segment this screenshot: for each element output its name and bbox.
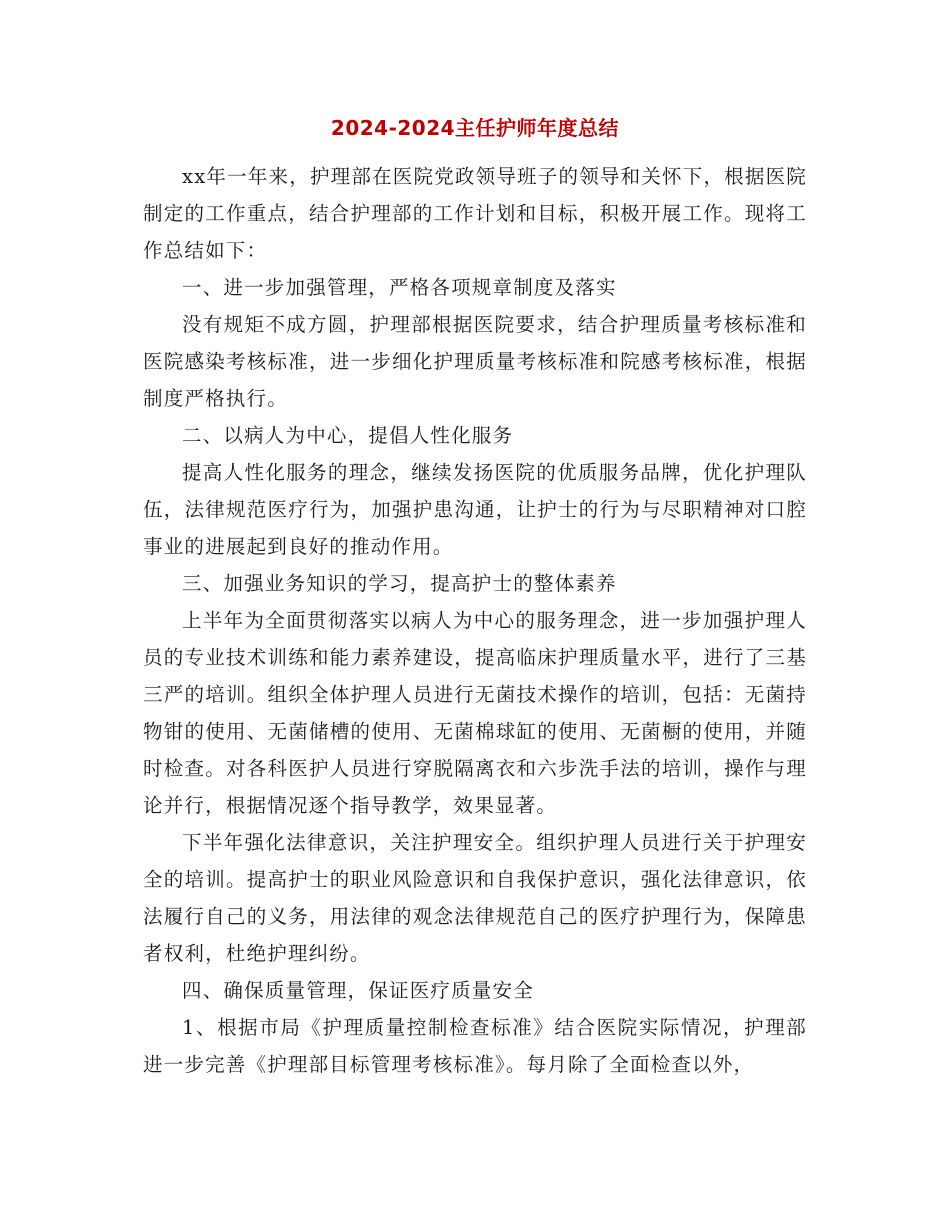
section-3-paragraph-2: 下半年强化法律意识，关注护理安全。组织护理人员进行关于护理安全的培训。提高护士的职业风险意识和自我保护意识，强化法律意识，依法履行自己的义务，用法律的观念法律规范自己的医疗护理行为，保障患者权利，杜绝护理纠纷。: [143, 831, 807, 965]
section-heading-2: 二、以病人为中心，提倡人性化服务: [182, 424, 514, 447]
section-heading-4: 四、确保质量管理，保证医疗质量安全: [182, 979, 534, 1002]
section-heading-3: 三、加强业务知识的学习，提高护士的整体素养: [182, 572, 617, 595]
section-4-paragraph-1: 1、根据市局《护理质量控制检查标准》结合医院实际情况，护理部进一步完善《护理部目标管理考核标准》。每月除了全面检查以外，: [143, 1016, 807, 1076]
section-heading-1: 一、进一步加强管理，严格各项规章制度及落实: [182, 276, 617, 299]
document-body: [143, 158, 807, 1083]
section-3-paragraph-1: 上半年为全面贯彻落实以病人为中心的服务理念，进一步加强护理人员的专业技术训练和能力素养建设，提高临床护理质量水平，进行了三基三严的培训。组织全体护理人员进行无菌技术操作的培训，包括：无菌持物钳的使用、无菌储槽的使用、无菌棉球缸的使用、无菌橱的使用，并随时检查。对各科医护人员进行穿脱隔离衣和六步洗手法的培训，操作与理论并行，根据情况逐个指导教学，效果显著。: [143, 609, 807, 817]
intro-paragraph: xx年一年来，护理部在医院党政领导班子的领导和关怀下，根据医院制定的工作重点，结合护理部的工作计划和目标，积极开展工作。现将工作总结如下：: [143, 165, 807, 262]
section-1-paragraph: 没有规矩不成方圆，护理部根据医院要求，结合护理质量考核标准和医院感染考核标准，进一步细化护理质量考核标准和院感考核标准，根据制度严格执行。: [143, 313, 807, 410]
section-2-paragraph: 提高人性化服务的理念，继续发扬医院的优质服务品牌，优化护理队伍，法律规范医疗行为，加强护患沟通，让护士的行为与尽职精神对口腔事业的进展起到良好的推动作用。: [143, 461, 807, 558]
document-title: 2024-2024主任护师年度总结: [330, 116, 620, 140]
